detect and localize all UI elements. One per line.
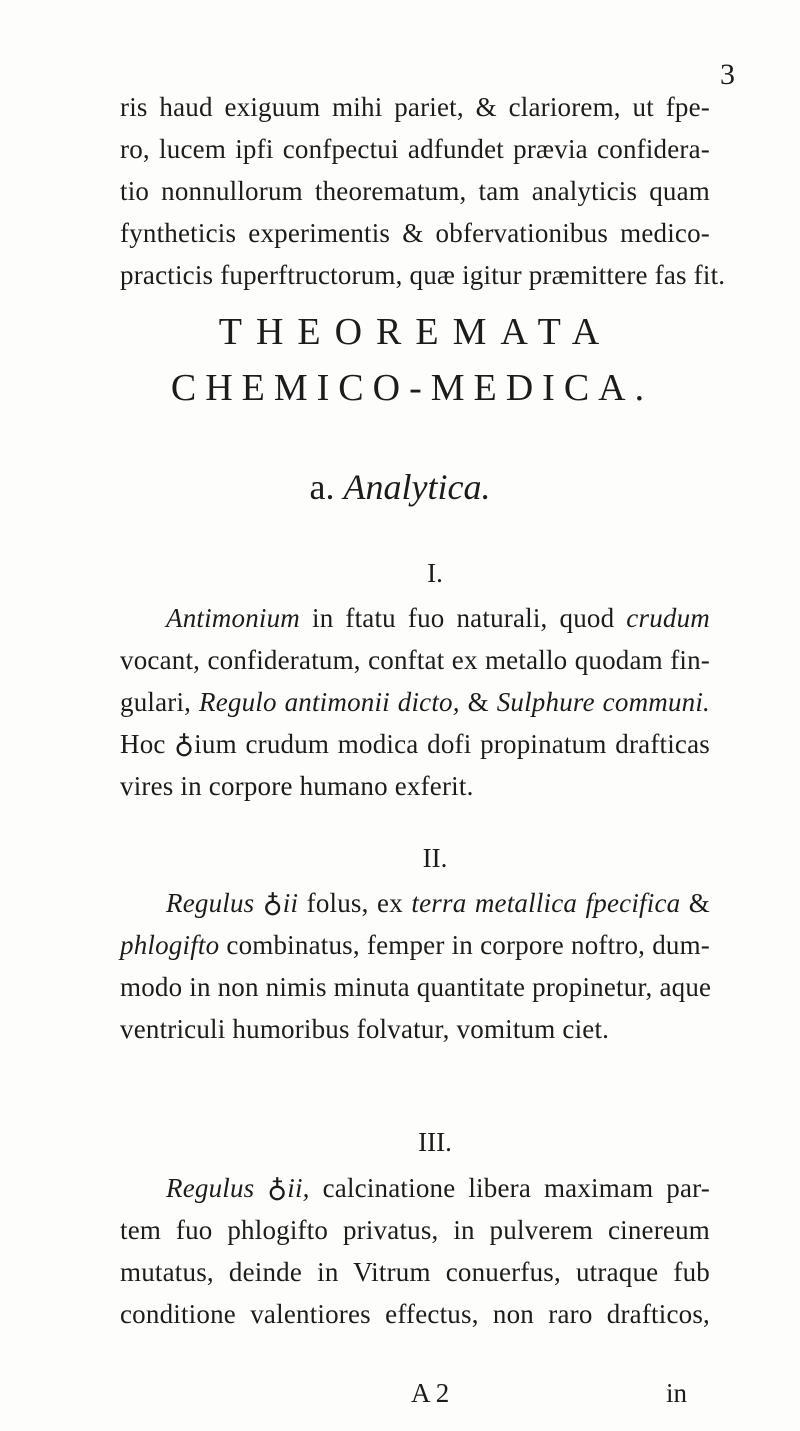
text-run: tem fuo phlogifto privatus, in pulverem cinereum xyxy=(120,1215,710,1245)
heading-theoremata: THEOREMATA xyxy=(218,311,614,353)
intro-line: fyntheticis experimentis & obfervationibus medico- xyxy=(120,218,710,248)
text-run: Regulus ♁ii, xyxy=(166,1173,310,1203)
text-run: in ftatu fuo naturali, quod xyxy=(300,603,627,633)
text-run: Regulo antimonii dicto, xyxy=(199,687,460,717)
text-run: ventriculi humoribus folvatur, vomitum ciet. xyxy=(120,1014,610,1044)
intro-line: ris haud exiguum mihi pariet, & clariorem, ut fpe- xyxy=(120,92,710,122)
text-run: crudum xyxy=(626,603,710,633)
theorem-line xyxy=(120,882,710,924)
theorem-line xyxy=(120,1008,710,1050)
text-run: Regulus ♁ii xyxy=(166,888,299,918)
page-number: 3 xyxy=(720,58,735,91)
theorem-paragraph xyxy=(120,882,710,1050)
text-run: folus, ex xyxy=(298,888,412,918)
text-run: vires in corpore humano exferit. xyxy=(120,771,474,801)
text-run: gulari, xyxy=(120,687,200,717)
text-run: mutatus, deinde in Vitrum conuerfus, utraque fub xyxy=(120,1257,710,1287)
section-heading xyxy=(0,466,800,508)
intro-line: ro, lucem ipfi confpectui adfundet prævia confidera- xyxy=(120,134,710,164)
text-run: terra metallica fpecifica xyxy=(411,888,681,918)
text-run: & xyxy=(459,687,497,717)
theorem-numeral: II. xyxy=(422,843,448,873)
theorem-line xyxy=(120,966,710,1008)
theorem-line xyxy=(120,924,710,966)
theorem-line xyxy=(120,1251,710,1293)
theorem-line xyxy=(120,1167,710,1209)
text-run: calcinatione libera maximam par- xyxy=(309,1173,710,1203)
intro-paragraph xyxy=(120,86,726,296)
intro-line: practicis fuperftructorum, quæ igitur præmittere fas fit. xyxy=(120,260,726,290)
catchword: in xyxy=(666,1378,688,1408)
theorem-line xyxy=(120,639,710,681)
section-title: Analytica. xyxy=(343,467,491,507)
text-run: Antimonium xyxy=(166,603,300,633)
text-run: vocant, confideratum, conftat ex metallo quodam fin- xyxy=(120,645,710,675)
text-run: phlogifto xyxy=(120,930,220,960)
text-run: & xyxy=(680,888,710,918)
heading-chemico-medica: CHEMICO-MEDICA. xyxy=(170,367,654,409)
intro-line: tio nonnullorum theorematum, tam analyticis quam xyxy=(120,176,710,206)
text-run: Sulphure communi. xyxy=(496,687,711,717)
theorem-line xyxy=(120,681,710,723)
theorem-paragraph xyxy=(120,1167,710,1335)
theorem-paragraph xyxy=(120,597,710,807)
theorem-numeral: I. xyxy=(427,558,443,588)
theorem-line xyxy=(120,765,710,807)
theorem-line xyxy=(120,597,710,639)
text-run: modo in non nimis minuta quantitate propinetur, aque xyxy=(120,972,712,1002)
theorem-line xyxy=(120,1293,710,1335)
text-run: conditione valentiores effectus, non raro drafticos, xyxy=(120,1299,710,1329)
theorem-line xyxy=(120,723,710,765)
signature-mark: A 2 xyxy=(411,1378,450,1408)
section-prefix: a. xyxy=(309,467,335,507)
theorem-numeral: III. xyxy=(418,1127,452,1157)
text-run: Hoc ♁ium crudum modica dofi propinatum drafticas xyxy=(120,729,710,759)
theorem-line xyxy=(120,1209,710,1251)
text-run: combinatus, femper in corpore noftro, dum- xyxy=(219,930,710,960)
